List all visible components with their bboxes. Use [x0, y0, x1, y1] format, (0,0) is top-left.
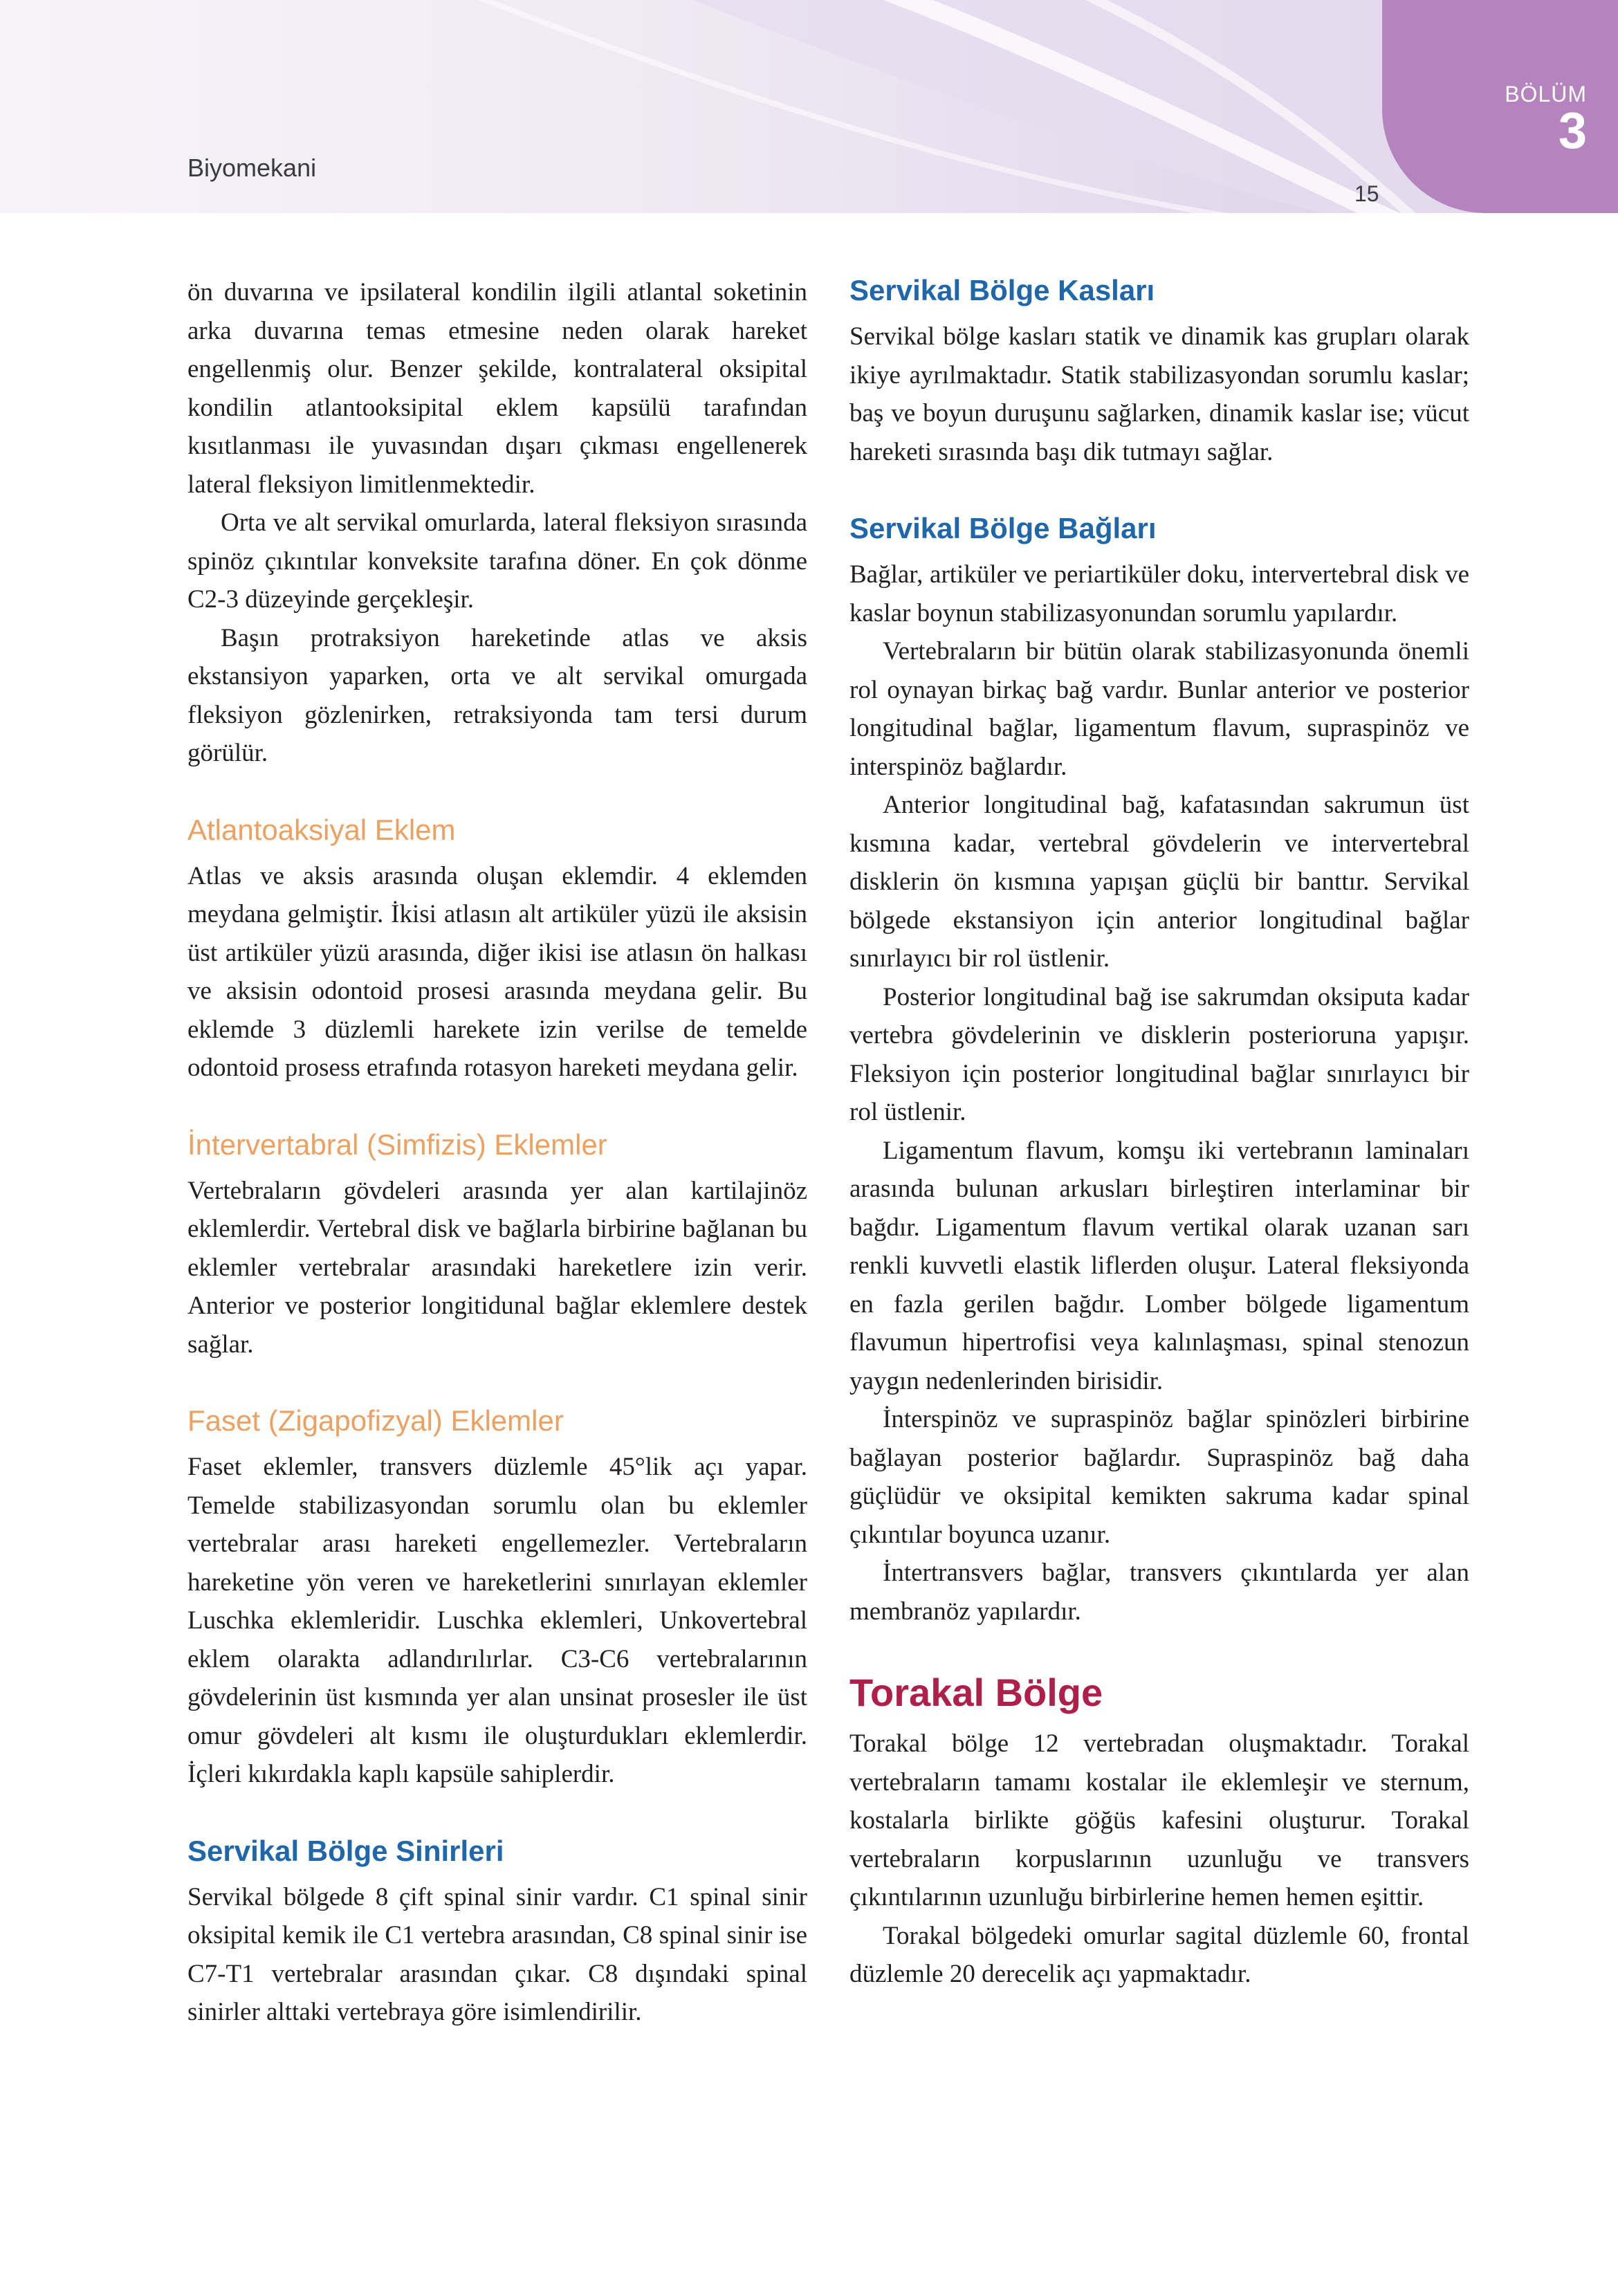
page-header: [0, 0, 1618, 213]
paragraph: İntertransvers bağlar, transvers çıkıntılarda yer alan membranöz yapılardır.: [849, 1559, 1469, 1626]
right-column: [849, 273, 1469, 1994]
section-heading-kaslar: Servikal Bölge Kasları: [849, 274, 1155, 306]
paragraph: Servikal bölge kasları statik ve dinamik kas grupları olarak ikiye ayrılmaktadır. Statik stabilizasyondan sorumlu kaslar; baş ve boyun duruşunu sağlarken, dinamik kaslar ise; vücut hareketi sırasında başı dik tutmayı sağlar.: [849, 322, 1469, 466]
paragraph: Torakal bölgedeki omurlar sagital düzlemle 60, frontal düzlemle 20 derecelik açı yapmaktadır.: [849, 1921, 1469, 1988]
section-heading-faset: Faset (Zigapofizyal) Eklemler: [187, 1404, 564, 1437]
paragraph: Anterior longitudinal bağ, kafatasından sakrumun üst kısmına kadar, vertebral gövdelerin ve intervertebral disklerin ön kısmına yapışan güçlü bir banttır. Servikal bölgede ekstansiyon için anterior longitudinal bağlar sınırlayıcı bir rol üstlenir.: [849, 791, 1469, 973]
paragraph: Atlas ve aksis arasında oluşan eklemdir. 4 eklemden meydana gelmiştir. İkisi atlasın alt artiküler yüzü ile aksisin üst artiküler yüzü arasında, diğer ikisi ise atlasın ön halkası ve aksisin odontoid prosesi arasında meydana gelir. Bu eklemde 3 düzlemli harekete izin verilse de temelde odontoid prosess etrafında rotasyon hareketi meydana gelir.: [187, 861, 807, 1082]
chapter-tab: [1382, 0, 1618, 213]
paragraph: Başın protraksiyon hareketinde atlas ve aksis ekstansiyon yaparken, orta ve alt servikal omurgada fleksiyon gözlenirken, retraksiyonda tam tersi durum görülür.: [187, 623, 807, 767]
paragraph: İnterspinöz ve supraspinöz bağlar spinözleri birbirine bağlayan posterior bağlardır. Supraspinöz bağ daha güçlüdür ve oksipital kemikten sakruma kadar spinal çıkıntılar boyunca uzanır.: [849, 1405, 1469, 1549]
section-heading-intervertebral: İntervertabral (Simfizis) Eklemler: [187, 1128, 607, 1161]
paragraph: ön duvarına ve ipsilateral kondilin ilgili atlantal soketinin arka duvarına temas etmesine neden olarak hareket engellenmiş olur. Benzer şekilde, kontralateral oksipital kondilin atlantooksipital eklem kapsülü tarafından kısıtlanması ile yuvasından dışarı çıkması engellenerek lateral fleksiyon limitlenmektedir.: [187, 278, 807, 499]
chapter-label: BÖLÜM: [1505, 82, 1587, 107]
section-heading-baglar: Servikal Bölge Bağları: [849, 512, 1157, 544]
paragraph: Vertebraların bir bütün olarak stabilizasyonunda önemli rol oynayan birkaç bağ vardır. Bunlar anterior ve posterior longitudinal bağlar, ligamentum flavum, supraspinöz ve interspinöz bağlardır.: [849, 637, 1469, 781]
paragraph: Ligamentum flavum, komşu iki vertebranın laminaları arasında bulunan arkusları birleştiren interlaminar bir bağdır. Ligamentum flavum vertikal olarak uzanan sarı renkli kuvvetli elastik liflerden oluşur. Lateral fleksiyonda en fazla gerilen bağdır. Lomber bölgede ligamentum flavumun hipertrofisi veya kalınlaşması, spinal stenozun yaygın nedenlerinden birisidir.: [849, 1136, 1469, 1395]
paragraph: Torakal bölge 12 vertebradan oluşmaktadır. Torakal vertebraların tamamı kostalar ile eklemleşir ve sternum, kostalarla birlikte göğüs kafesini oluşturur. Torakal vertebraların korpuslarının uzunluğu ve transvers çıkıntılarının uzunluğu birbirlerine hemen hemen eşittir.: [849, 1729, 1469, 1911]
paragraph: Posterior longitudinal bağ ise sakrumdan oksiputa kadar vertebra gövdelerinin ve disklerin posterioruna yapışır. Fleksiyon için posterior longitudinal bağlar sınırlayıcı bir rol üstlenir.: [849, 982, 1469, 1126]
paragraph: Orta ve alt servikal omurlarda, lateral fleksiyon sırasında spinöz çıkıntılar konveksite tarafına döner. En çok dönme C2-3 düzeyinde gerçekleşir.: [187, 508, 807, 614]
section-heading-atlantoaksiyal: Atlantoaksiyal Eklem: [187, 813, 456, 846]
paragraph: Servikal bölgede 8 çift spinal sinir vardır. C1 spinal sinir oksipital kemik ile C1 vertebra arasından, C8 spinal sinir ise C7-T1 vertebralar arasından çıkar. C8 dışındaki spinal sinirler alttaki vertebraya göre isimlendirilir.: [187, 1882, 807, 2026]
running-head: Biyomekani: [187, 154, 317, 182]
page-number: 15: [1354, 181, 1379, 206]
paragraph: Faset eklemler, transvers düzlemle 45°lik açı yapar. Temelde stabilizasyondan sorumlu olan bu eklemler vertebralar arası hareketi engellemezler. Vertebraların hareketine yön veren ve hareketlerini sınırlayan eklemler Luschka eklemleridir. Luschka eklemleri, Unkovertebral eklem olarakta adlandırılırlar. C3-C6 vertebralarının gövdelerinin üst kısmında yer alan unsinat prosesler ile üst omur gövdeleri alt kısmı ile oluşturdukları eklemlerdir. İçleri kıkırdakla kaplı kapsüle sahiplerdir.: [187, 1453, 807, 1788]
paragraph: Bağlar, artiküler ve periartiküler doku, intervertebral disk ve kaslar boynun stabilizasyonundan sorumlu yapılardır.: [849, 560, 1469, 627]
left-column: [187, 273, 807, 2032]
paragraph: Vertebraların gövdeleri arasında yer alan kartilajinöz eklemlerdir. Vertebral disk ve bağlarla birbirine bağlanan bu eklemler vertebralar arasındaki hareketlere izin verir. Anterior ve posterior longitidunal bağlar eklemlere destek sağlar.: [187, 1176, 807, 1359]
chapter-section-heading-torakal: Torakal Bölge: [849, 1671, 1103, 1714]
chapter-number: 3: [1558, 102, 1587, 159]
section-heading-sinirler: Servikal Bölge Sinirleri: [187, 1834, 504, 1867]
